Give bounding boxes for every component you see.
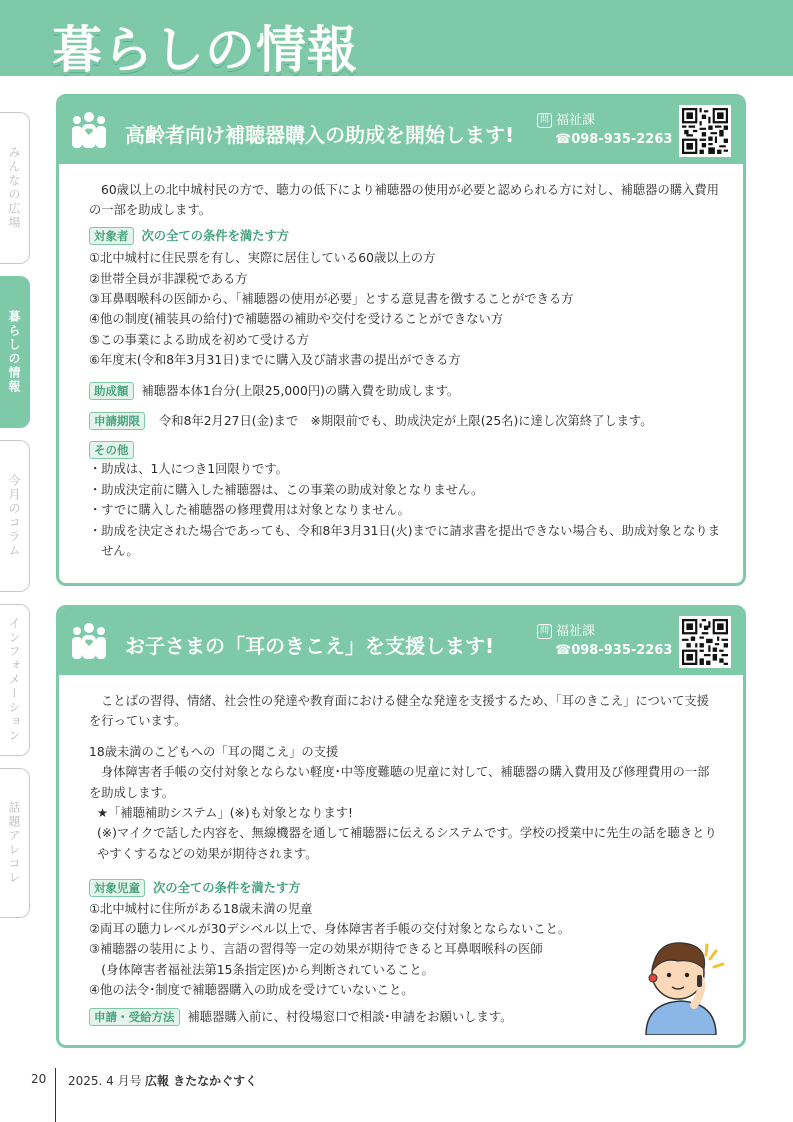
other-tag: その他 <box>89 441 134 459</box>
list-item: ④他の法令･制度で補聴器購入の助成を受けていないこと。 <box>89 983 414 998</box>
side-tab-information[interactable]: インフォメーション <box>0 604 30 756</box>
article-body <box>59 164 743 562</box>
intro-text: 60歳以上の北中城村民の方で、聴力の低下により補聴器の使用が必要と認められる方に対し、補聴器の購入費用の一部を助成します。 <box>89 183 719 218</box>
list-item: ・助成決定前に購入した補聴器は、この事業の助成対象となりません。 <box>89 482 484 497</box>
eligible-heading: 次の全ての条件を満たす方 <box>141 228 290 243</box>
people-icon <box>69 111 109 151</box>
list-item: ①北中城村に住民票を有し、実際に居住している60歳以上の方 <box>89 251 436 266</box>
system-note: ★「補聴補助システム」(※)も対象となります! <box>97 806 353 821</box>
phone-number[interactable]: ☎098-935-2263 <box>555 643 673 658</box>
list-item: ⑥年度末(令和8年3月31日)までに購入及び請求書の提出ができる方 <box>89 353 461 368</box>
department: 福祉課 <box>556 624 596 639</box>
list-item: ⑤この事業による助成を初めて受ける方 <box>89 332 310 347</box>
eligible-tag: 対象者 <box>89 227 134 245</box>
system-description: (※)マイクで話した内容を、無線機器を通して補聴器に伝えるシステムです。学校の授業中に先生の話を聴きとりやすくするなどの効果が期待されます。 <box>97 826 717 861</box>
contact-info <box>537 622 672 660</box>
qr-code[interactable] <box>679 105 731 157</box>
article-hearing-aid-elderly <box>56 94 746 586</box>
child-phone-illustration <box>636 935 726 1035</box>
deadline-text: 令和8年2月27日(金)まで ※期限前でも、助成決定が上限(25名)に達し次第終了します。 <box>159 414 653 429</box>
issue-date: 2025. 4 月号 <box>68 1074 142 1088</box>
apply-method-text: 補聴器購入前に、村役場窓口で相談･申請をお願いします。 <box>187 1009 513 1024</box>
list-item: ④他の制度(補装具の給付)で補聴器の補助や交付を受けることができない方 <box>89 312 504 327</box>
article-header <box>59 608 743 675</box>
other-list <box>89 459 743 561</box>
page-title: 暮らしの情報 <box>52 21 358 79</box>
intro-text: ことばの習得、情緒、社会性の発達や教育面における健全な発達を支援するため、「耳のきこえ」について支援を行っています。 <box>89 694 709 729</box>
sub-text: 身体障害者手帳の交付対象とならない軽度･中等度難聴の児童に対して、補聴器の購入費用及び修理費用の一部を助成します。 <box>89 765 710 800</box>
people-icon <box>69 622 109 662</box>
list-item: ③耳鼻咽喉科の医師から、「補聴器の使用が必要」とする意見書を徴することができる方 <box>89 292 574 307</box>
qr-code[interactable] <box>679 616 731 668</box>
list-item: ②世帯全員が非課税である方 <box>89 271 248 286</box>
eligible-tag: 対象児童 <box>89 879 145 897</box>
list-item: ①北中城村に住所がある18歳未満の児童 <box>89 901 313 916</box>
list-item: ・助成を決定された場合であっても、令和8年3月31日(火)までに請求書を提出できない場合も、助成対象となりません。 <box>89 523 721 559</box>
publication-name: 広報 きたなかぐすく <box>145 1074 258 1088</box>
inquiry-icon: 問 <box>537 624 552 639</box>
list-item: ・助成は、1人につき1回限りです。 <box>89 462 288 477</box>
side-tab-column[interactable]: 今月のコラム <box>0 440 30 592</box>
inquiry-icon: 問 <box>537 113 552 128</box>
list-item: (身体障害者福祉法第15条指定医)から判断されていること。 <box>89 962 434 977</box>
eligible-heading: 次の全ての条件を満たす方 <box>153 881 301 896</box>
list-item: ③補聴器の装用により、言語の習得等一定の効果が期待できると耳鼻咽喉科の医師 <box>89 942 543 957</box>
list-item: ②両耳の聴力レベルが30デシベル以上で、身体障害者手帳の交付対象とならないこと。 <box>89 922 571 937</box>
page-number: 20 <box>31 1072 47 1086</box>
department: 福祉課 <box>556 113 596 128</box>
amount-tag: 助成額 <box>89 382 134 400</box>
contact-info <box>537 111 672 149</box>
side-tab-topics[interactable]: 話題アレコレ <box>0 768 30 918</box>
sub-heading: 18歳未満のこどもへの「耳の聞こえ」の支援 <box>89 744 339 759</box>
side-tab-living-info[interactable]: 暮らしの情報 <box>0 276 30 428</box>
apply-method-tag: 申請・受給方法 <box>89 1008 180 1026</box>
phone-number[interactable]: ☎098-935-2263 <box>555 132 673 147</box>
footer-divider <box>55 1068 56 1122</box>
list-item: ・すでに購入した補聴器の修理費用は対象となりません。 <box>89 503 410 518</box>
article-title: 高齢者向け補聴器購入の助成を開始します! <box>125 123 515 147</box>
condition-list <box>89 248 743 370</box>
article-header <box>59 97 743 164</box>
amount-text: 補聴器本体1台分(上限25,000円)の購入費を助成します。 <box>141 383 460 398</box>
side-tab-community[interactable]: みんなの広場 <box>0 112 30 264</box>
deadline-tag: 申請期限 <box>89 412 145 430</box>
article-title: お子さまの「耳のきこえ」を支援します! <box>125 634 495 658</box>
